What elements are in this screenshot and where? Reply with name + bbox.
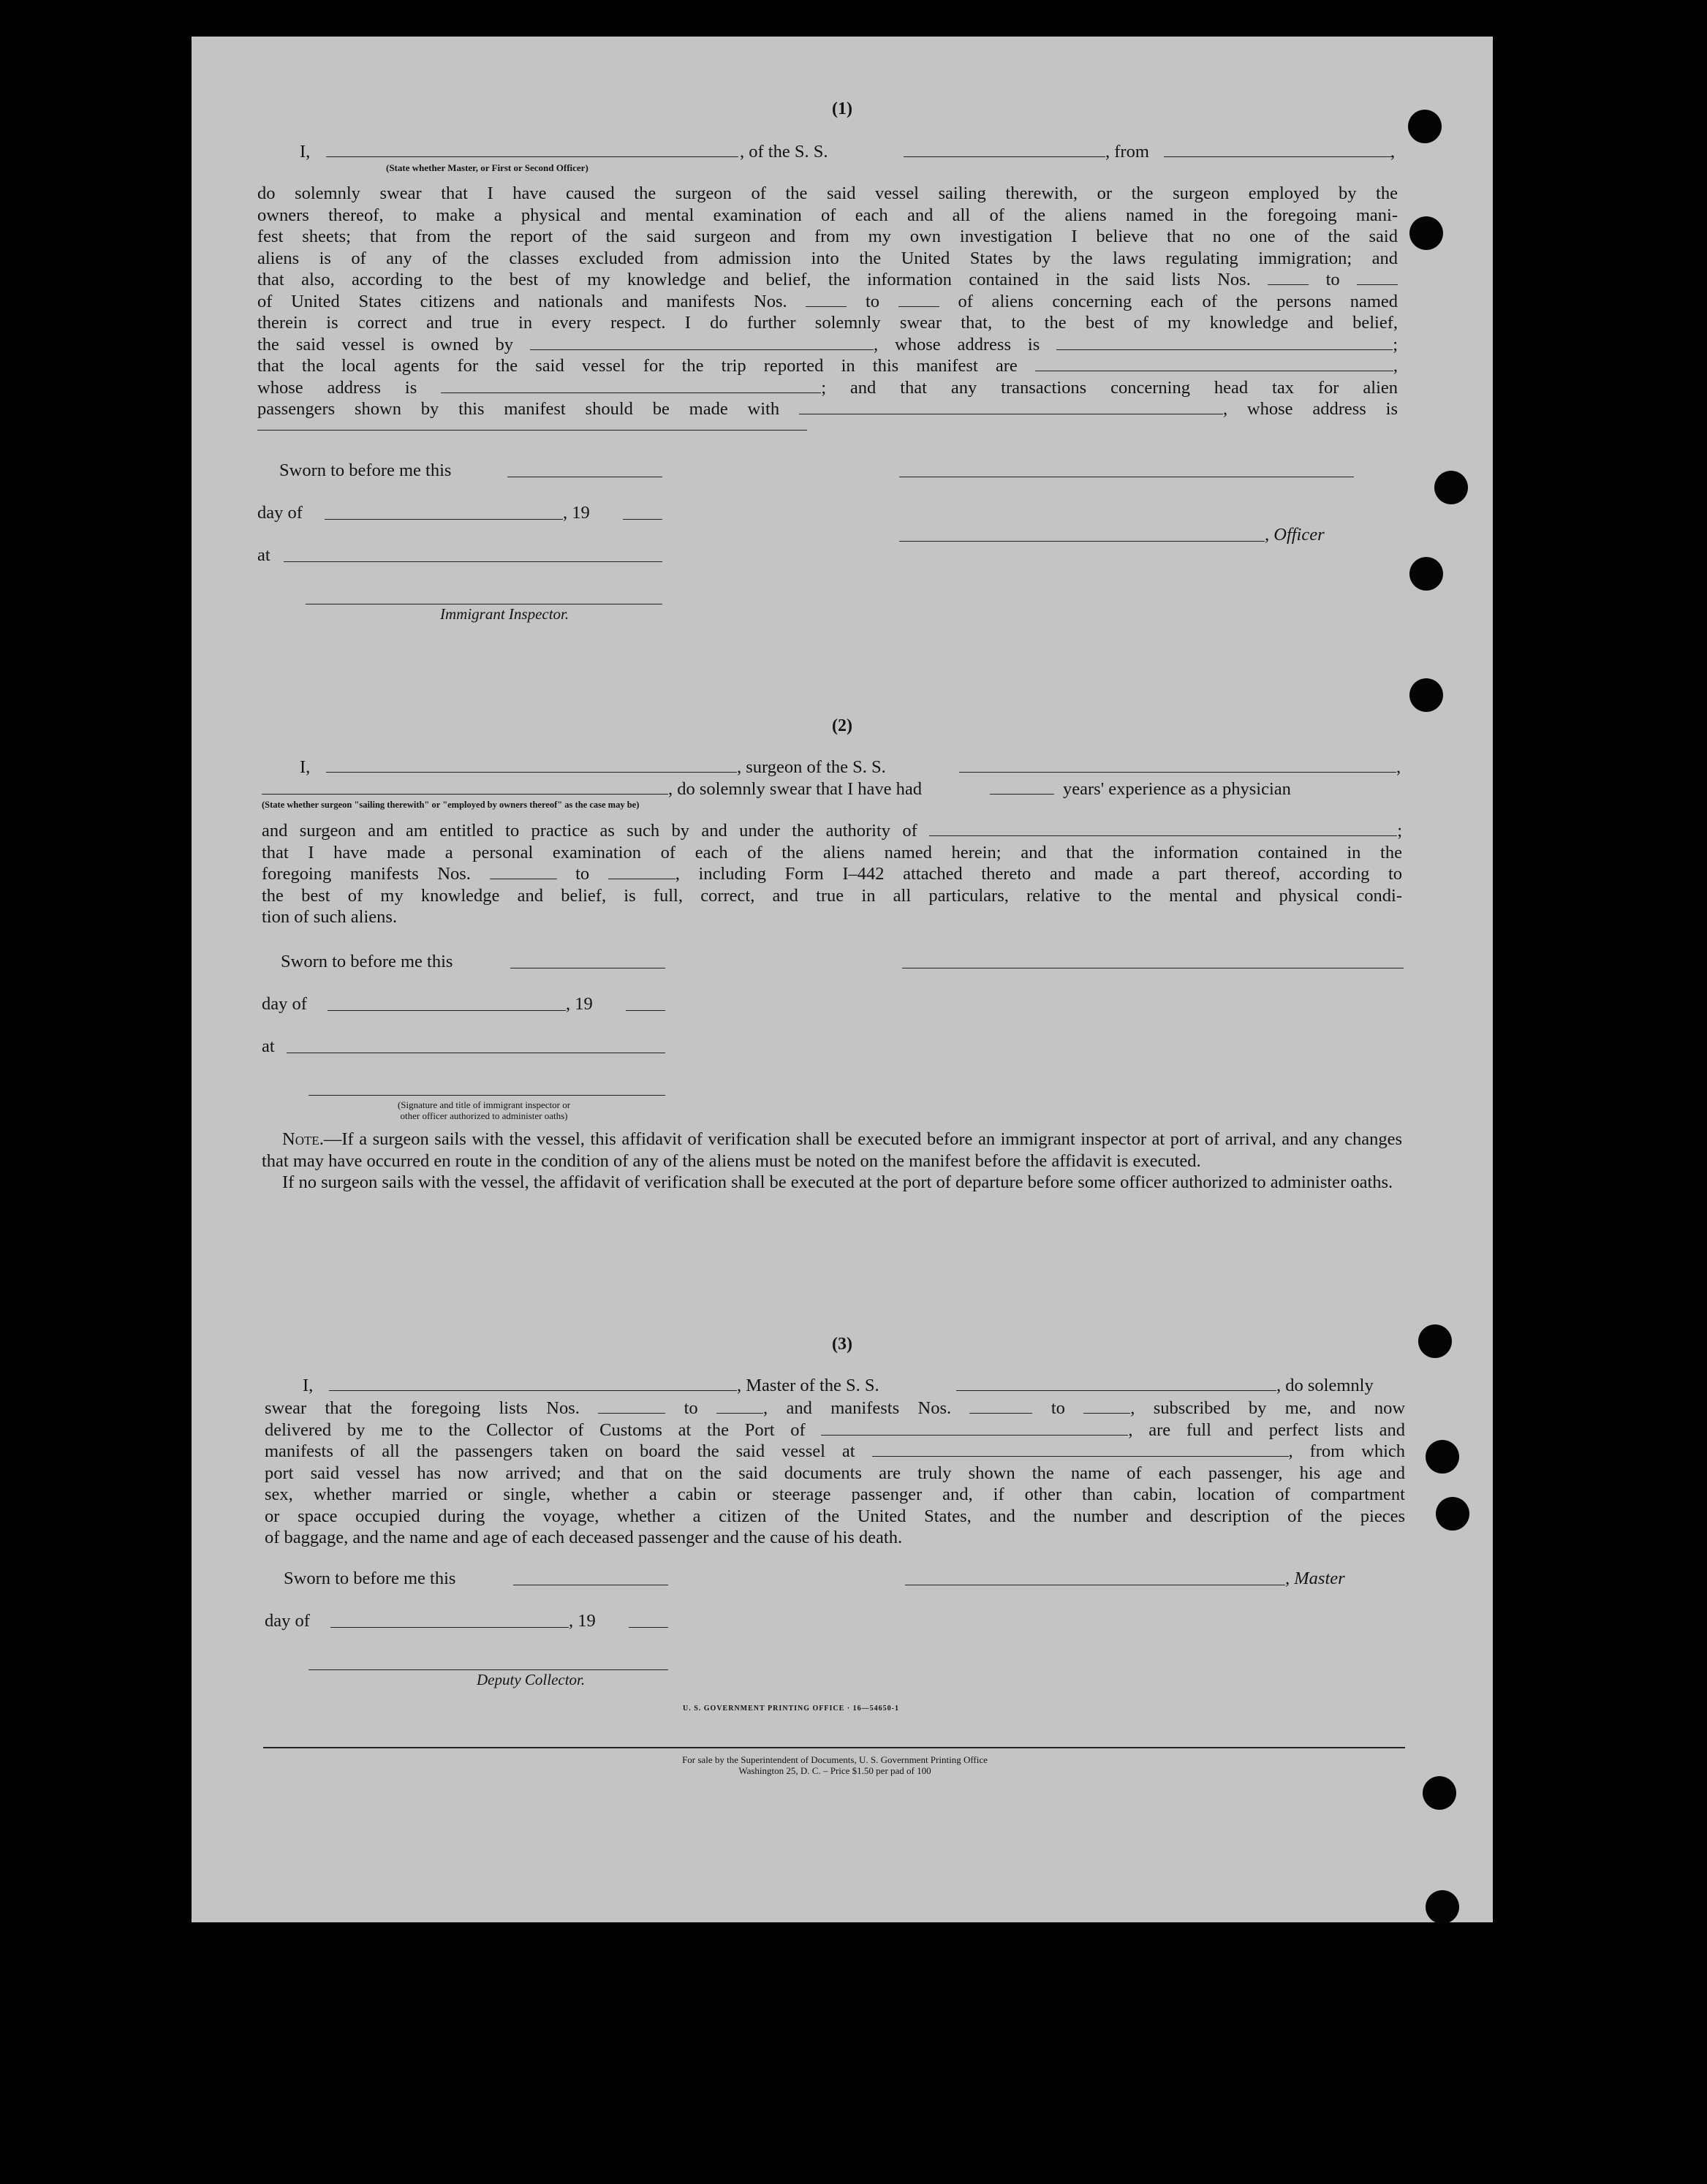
s3-master-label: , Master <box>1285 1569 1345 1588</box>
s1-officer-label: , Officer <box>1265 525 1325 545</box>
s1-officer-name-field[interactable] <box>326 156 738 157</box>
s1-day-of: day of <box>257 503 303 523</box>
s1-manifests-from-field[interactable] <box>806 292 847 307</box>
binder-hole-9 <box>1423 1776 1456 1810</box>
s1-body: do solemnly swear that I have caused the surgeon of the said vessel sailing therewith, or the surgeon employed by the owners thereof, to make a physical and mental examination of each and all of the aliens named in the foregoing mani- fest sheets; that from the report of the said surgeon and from my own investigation I believe that no one of the said aliens is of any of the classes excluded from admission into the United States by the laws regulating immigration; and that also, according to the best of my knowledge and belief, the information contained in the said lists Nos. to of United States citizens and nationals and manifests Nos. to of aliens concerning each of the persons named therein is correct and true in every respect. I do further solemnly swear that, to the best of my knowledge and belief, the said vessel is owned by , whose address is ; that the local agents for the said vessel for the trip reported in this manifest are , whose address is ; and that any transactions concerning head tax for alien passengers shown by this manifest should be made with , whose address is <box>257 183 1398 419</box>
s1-ship-name-field[interactable] <box>904 156 1105 157</box>
s2-surgeon-caption: (State whether surgeon "sailing therewith" or "employed by owners thereof" as the case may be) <box>262 800 640 810</box>
form-page: (1) I, , of the S. S. , from , (State whether Master, or First or Second Officer) do solemnly swear that I have caused the surgeon of the said vessel sailing therewith, or the surgeon employed by the owners thereof, to make a physical and mental examination of each and all of the aliens named in the foregoing mani- fest sheets; that from the report of the said surgeon and from my own investigation I believe that no one of the said aliens is of any of the classes excluded from admission into the United States by the laws regulating immigration; and that also, according to the best of my knowledge and belief, the information contained in the said lists Nos. to of United States citizens and nationals and manifests Nos. to of aliens concerning each of the persons named therein is correct and true in every respect. I do further solemnly swear that, to the best of my knowledge and belief, the said vessel is owned by , whose address is ; that the local agents for the said vessel for the trip reported in this manifest are , whose address is ; and that any transactions concerning head tax for alien passengers shown by this manifest should be made with , whose address is Sworn to before me this day of , 19 , Officer at Immigrant Inspector. (2) I, , surgeon of the S. S. , , do solemnly swear that I have had years' experience as a physician (State whether surgeon "sailing therewith" or "employed by owners thereof" as the case may be) and surgeon and am entitled to practice as such by and under the authority of ; that I have made a personal examination of each of the aliens named herein; and that the information contained in the foregoing manifests Nos. to , including Form I–442 attached thereto and made a part thereof, according to the best of my knowledge and belief, is full, correct, and true in all particulars, relative to the mental and physical condi- tion of such aliens. Sworn to before me this day of , 19 at (Signature and title of immigrant inspector or other officer authorized to administer oaths) Note.—If a surgeon sails with the vessel, this affidavit of verification shall be executed before an immigrant inspector at port of arrival, and any changes that may have occurred en route in the condition of any of the aliens must be noted on the manifest before the affidavit is executed. If no surgeon sails with the vessel, the affidavit of verification shall be executed at the port of departure before some officer authorized to administer oaths. (3) I, , Master of the S. S. , do solemnly swear that the foregoing lists Nos. to , and manifests Nos. to , subscribed by me, and now delivered by me to the Collector of Customs at the Port of , are full and perfect lists and manifests of all the passengers taken on board the said vessel at , from which port said vessel has now arrived; and that on the said documents are truly shown the name of each passenger, his age and sex, whether married or single, whether a cabin or steerage passenger and, if other than cabin, location of compartment or space occupied during the voyage, whether a citizen of the United States, and the number and description of the pieces of baggage, and the name and age of each deceased passenger and the cause of his death. Sworn to before me this , Master day of , 19 Deputy Collector. U. S. GOVERNMENT PRINTING OFFICE · 16—54650-1 For sale by the Superintendent of Documents, U. S. Government Printing Office Washington 25, D. C. – Price $1.50 per pad of 100 <box>192 37 1493 1922</box>
s1-lead: I, <box>300 142 311 162</box>
binder-hole-7 <box>1426 1440 1459 1474</box>
s2-lead: I, <box>300 757 311 777</box>
s1-manifests-to-field[interactable] <box>898 292 939 307</box>
binder-hole-4 <box>1409 557 1443 591</box>
footer-sale-note: For sale by the Superintendent of Documents, U. S. Government Printing Office Washington 25, D. C. – Price $1.50 per pad of 100 <box>682 1754 988 1776</box>
s2-authority-field[interactable] <box>929 821 1397 836</box>
s3-solemnly: , do solemnly <box>1276 1376 1374 1395</box>
s1-owner-field[interactable] <box>530 335 874 350</box>
s2-inspector-signature-field[interactable] <box>309 1095 665 1096</box>
s1-lists-from-field[interactable] <box>1268 270 1309 285</box>
s1-from-field[interactable] <box>1164 156 1392 157</box>
s3-ship-name-field[interactable] <box>956 1390 1276 1391</box>
s3-body: swear that the foregoing lists Nos. to , and manifests Nos. to , subscribed by me, and now delivered by me to the Collector of Customs at the Port of , are full and perfect lists and manifests of all the passengers taken on board the said vessel at , from which port said vessel has now arrived; and that on the said documents are truly shown the name of each passenger, his age and sex, whether married or single, whether a cabin or steerage passenger and, if other than cabin, location of compartment or space occupied during the voyage, whether a citizen of the United States, and the number and description of the pieces of baggage, and the name and age of each deceased passenger and the cause of his death. <box>265 1398 1406 1547</box>
s1-owner-address-field[interactable] <box>1056 335 1393 350</box>
section-2-number: (2) <box>832 716 852 735</box>
s3-port-field[interactable] <box>821 1420 1128 1436</box>
binder-hole-5 <box>1409 678 1443 712</box>
s2-sworn: Sworn to before me this <box>281 952 453 971</box>
s2-surgeon-status-field[interactable] <box>262 794 668 795</box>
s2-body: and surgeon and am entitled to practice as such by and under the authority of ; that I have made a personal examination of each of the aliens named herein; and that the information contained in the foregoing manifests Nos. to , including Form I–442 attached thereto and made a part thereof, according to the best of my knowledge and belief, is full, correct, and true in all particulars, relative to the mental and physical condi- tion of such aliens. <box>262 821 1403 927</box>
s1-inspector-label: Immigrant Inspector. <box>440 605 569 623</box>
s2-signature-caption: (Signature and title of immigrant inspector or other officer authorized to administer oaths) <box>397 1099 571 1121</box>
s2-swear: , do solemnly swear that I have had <box>668 779 922 799</box>
binder-hole-2 <box>1409 216 1443 250</box>
s2-surgeon-of: , surgeon of the S. S. <box>737 757 886 777</box>
s3-master-of: , Master of the S. S. <box>737 1376 879 1395</box>
section-1-number: (1) <box>832 99 852 118</box>
binder-hole-8 <box>1436 1497 1469 1531</box>
s1-head-tax-field[interactable] <box>799 399 1223 414</box>
s2-manifests-from-field[interactable] <box>490 864 557 879</box>
s1-year-field[interactable] <box>623 519 662 520</box>
s2-years: years' experience as a physician <box>1063 779 1291 799</box>
s3-master-name-field[interactable] <box>329 1390 737 1391</box>
s1-at: at <box>257 545 270 565</box>
s1-local-agents-field[interactable] <box>1035 356 1393 371</box>
s2-day-of: day of <box>262 994 307 1014</box>
s1-lists-to-field[interactable] <box>1357 270 1398 285</box>
s3-lists-from-field[interactable] <box>598 1398 665 1414</box>
s3-embark-port-field[interactable] <box>872 1441 1289 1457</box>
s3-manifests-from-field[interactable] <box>969 1398 1032 1414</box>
s3-sworn: Sworn to before me this <box>284 1569 456 1588</box>
s2-surgeon-name-field[interactable] <box>326 772 737 773</box>
s1-sworn: Sworn to before me this <box>279 460 452 480</box>
s1-address-continuation-field[interactable] <box>257 430 807 431</box>
s2-note: Note.—If a surgeon sails with the vessel, this affidavit of verification shall be executed before an immigrant inspector at port of arrival, and any changes that may have occurred en route in the condition of any of the aliens must be noted on the manifest before the affidavit is executed. If no surgeon sails with the vessel, the affidavit of verification shall be executed at the port of departure before some officer authorized to administer oaths. <box>262 1129 1402 1192</box>
s2-manifests-to-field[interactable] <box>608 864 675 879</box>
s2-note-label: Note. <box>282 1129 324 1149</box>
s3-deputy-signature-field[interactable] <box>309 1669 668 1670</box>
s1-agents-address-field[interactable] <box>441 378 821 393</box>
s2-year-field[interactable] <box>626 1010 665 1011</box>
s1-of-ss: , of the S. S. <box>740 142 828 162</box>
s3-year-field[interactable] <box>629 1627 668 1628</box>
s3-deputy-label: Deputy Collector. <box>477 1671 586 1688</box>
s3-year: , 19 <box>569 1611 596 1631</box>
s2-ship-name-field[interactable] <box>959 772 1396 773</box>
s3-lead: I, <box>303 1376 314 1395</box>
s1-from: , from <box>1105 142 1149 162</box>
s1-day-field[interactable] <box>325 519 563 520</box>
printing-office-imprint: U. S. GOVERNMENT PRINTING OFFICE · 16—54650-1 <box>683 1705 899 1713</box>
s1-officer-signature-field[interactable] <box>899 541 1265 542</box>
footer-divider <box>263 1747 1405 1748</box>
s3-day-field[interactable] <box>330 1627 569 1628</box>
s2-year: , 19 <box>566 994 593 1014</box>
section-3-number: (3) <box>832 1335 852 1354</box>
s3-lists-to-field[interactable] <box>716 1398 763 1414</box>
s2-day-field[interactable] <box>328 1010 566 1011</box>
s3-manifests-to-field[interactable] <box>1083 1398 1130 1414</box>
binder-hole-3 <box>1434 471 1468 504</box>
s3-day-of: day of <box>265 1611 310 1631</box>
s1-at-field[interactable] <box>284 561 662 562</box>
s2-at: at <box>262 1036 275 1056</box>
s1-officer-caption: (State whether Master, or First or Second Officer) <box>386 162 588 173</box>
s1-year: , 19 <box>563 503 590 523</box>
binder-hole-10 <box>1426 1890 1459 1924</box>
s2-years-field[interactable] <box>990 794 1054 795</box>
